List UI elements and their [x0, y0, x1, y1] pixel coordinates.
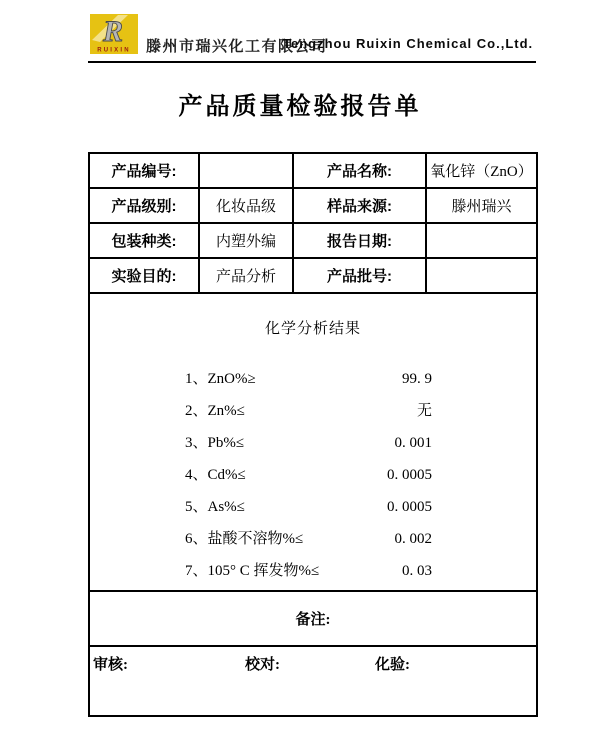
analysis-item-name: 6、盐酸不溶物%≤: [185, 531, 304, 547]
analysis-item-value: 0. 002: [394, 531, 432, 547]
analysis-item-value: 0. 03: [402, 563, 432, 579]
info-row-3: [89, 223, 537, 258]
analysis-item-value: 0. 0005: [387, 499, 432, 515]
report-table: [88, 152, 538, 717]
analysis-heading: 化学分析结果: [264, 321, 361, 337]
label-product-name: 产品名称:: [293, 153, 426, 188]
label-sample-source: 样品来源:: [293, 188, 426, 223]
analysis-item-name: 1、ZnO%≥: [185, 371, 256, 387]
label-product-code: 产品编号:: [89, 153, 199, 188]
info-row-2: [89, 188, 537, 223]
value-test-purpose: 产品分析: [199, 258, 293, 293]
remark-cell: [89, 591, 537, 646]
label-package-type: 包装种类:: [89, 223, 199, 258]
proofreader-label: 校对:: [245, 657, 280, 673]
remark-label: 备注:: [295, 612, 331, 628]
analysis-item: [90, 523, 536, 555]
analysis-item-name: 7、105° C 挥发物%≤: [185, 563, 320, 579]
analysis-item: [90, 459, 536, 491]
label-product-grade: 产品级别:: [89, 188, 199, 223]
label-report-date: 报告日期:: [293, 223, 426, 258]
signature-cell: [89, 646, 537, 716]
tester-label: 化验:: [375, 657, 410, 673]
company-logo: [90, 14, 138, 54]
analysis-item: [90, 395, 536, 427]
page-title: 产品质量检验报告单: [178, 93, 422, 120]
info-row-4: [89, 258, 537, 293]
analysis-item-value: 0. 001: [394, 435, 432, 451]
company-name-en: Tengzhou Ruixin Chemical Co.,Ltd.: [283, 36, 534, 51]
value-product-name: 氧化锌（ZnO）: [426, 153, 537, 188]
analysis-item: [90, 427, 536, 459]
analysis-item-value: 无: [416, 403, 432, 419]
value-sample-source: 滕州瑞兴: [426, 188, 537, 223]
analysis-section: [89, 293, 537, 591]
value-package-type: 内塑外编: [199, 223, 293, 258]
value-product-code: [199, 153, 293, 188]
analysis-item-value: 0. 0005: [387, 467, 432, 483]
analysis-item-name: 2、Zn%≤: [185, 403, 245, 419]
analysis-item-name: 3、Pb%≤: [185, 435, 245, 451]
reviewer-label: 审核:: [93, 657, 128, 673]
analysis-item: [90, 363, 536, 395]
analysis-item: [90, 491, 536, 523]
analysis-item: [90, 555, 536, 587]
analysis-item-value: 99. 9: [402, 371, 432, 387]
value-report-date: [426, 223, 537, 258]
value-product-grade: 化妆品级: [199, 188, 293, 223]
signature-row: [89, 646, 537, 716]
ruixin-logo-icon: [90, 14, 138, 54]
remark-row: [89, 591, 537, 646]
svg-text:R: R: [102, 15, 124, 48]
analysis-item-name: 5、As%≤: [185, 499, 245, 515]
company-name-cn: 滕州市瑞兴化工有限公司: [146, 39, 328, 55]
analysis-items: [90, 363, 536, 587]
label-batch-number: 产品批号:: [293, 258, 426, 293]
analysis-row: [89, 293, 537, 591]
label-test-purpose: 实验目的:: [89, 258, 199, 293]
info-row-1: [89, 153, 537, 188]
header-divider: [88, 61, 536, 63]
logo-brand-text: RUIXIN: [97, 47, 131, 54]
value-batch-number: [426, 258, 537, 293]
analysis-item-name: 4、Cd%≤: [185, 467, 246, 483]
